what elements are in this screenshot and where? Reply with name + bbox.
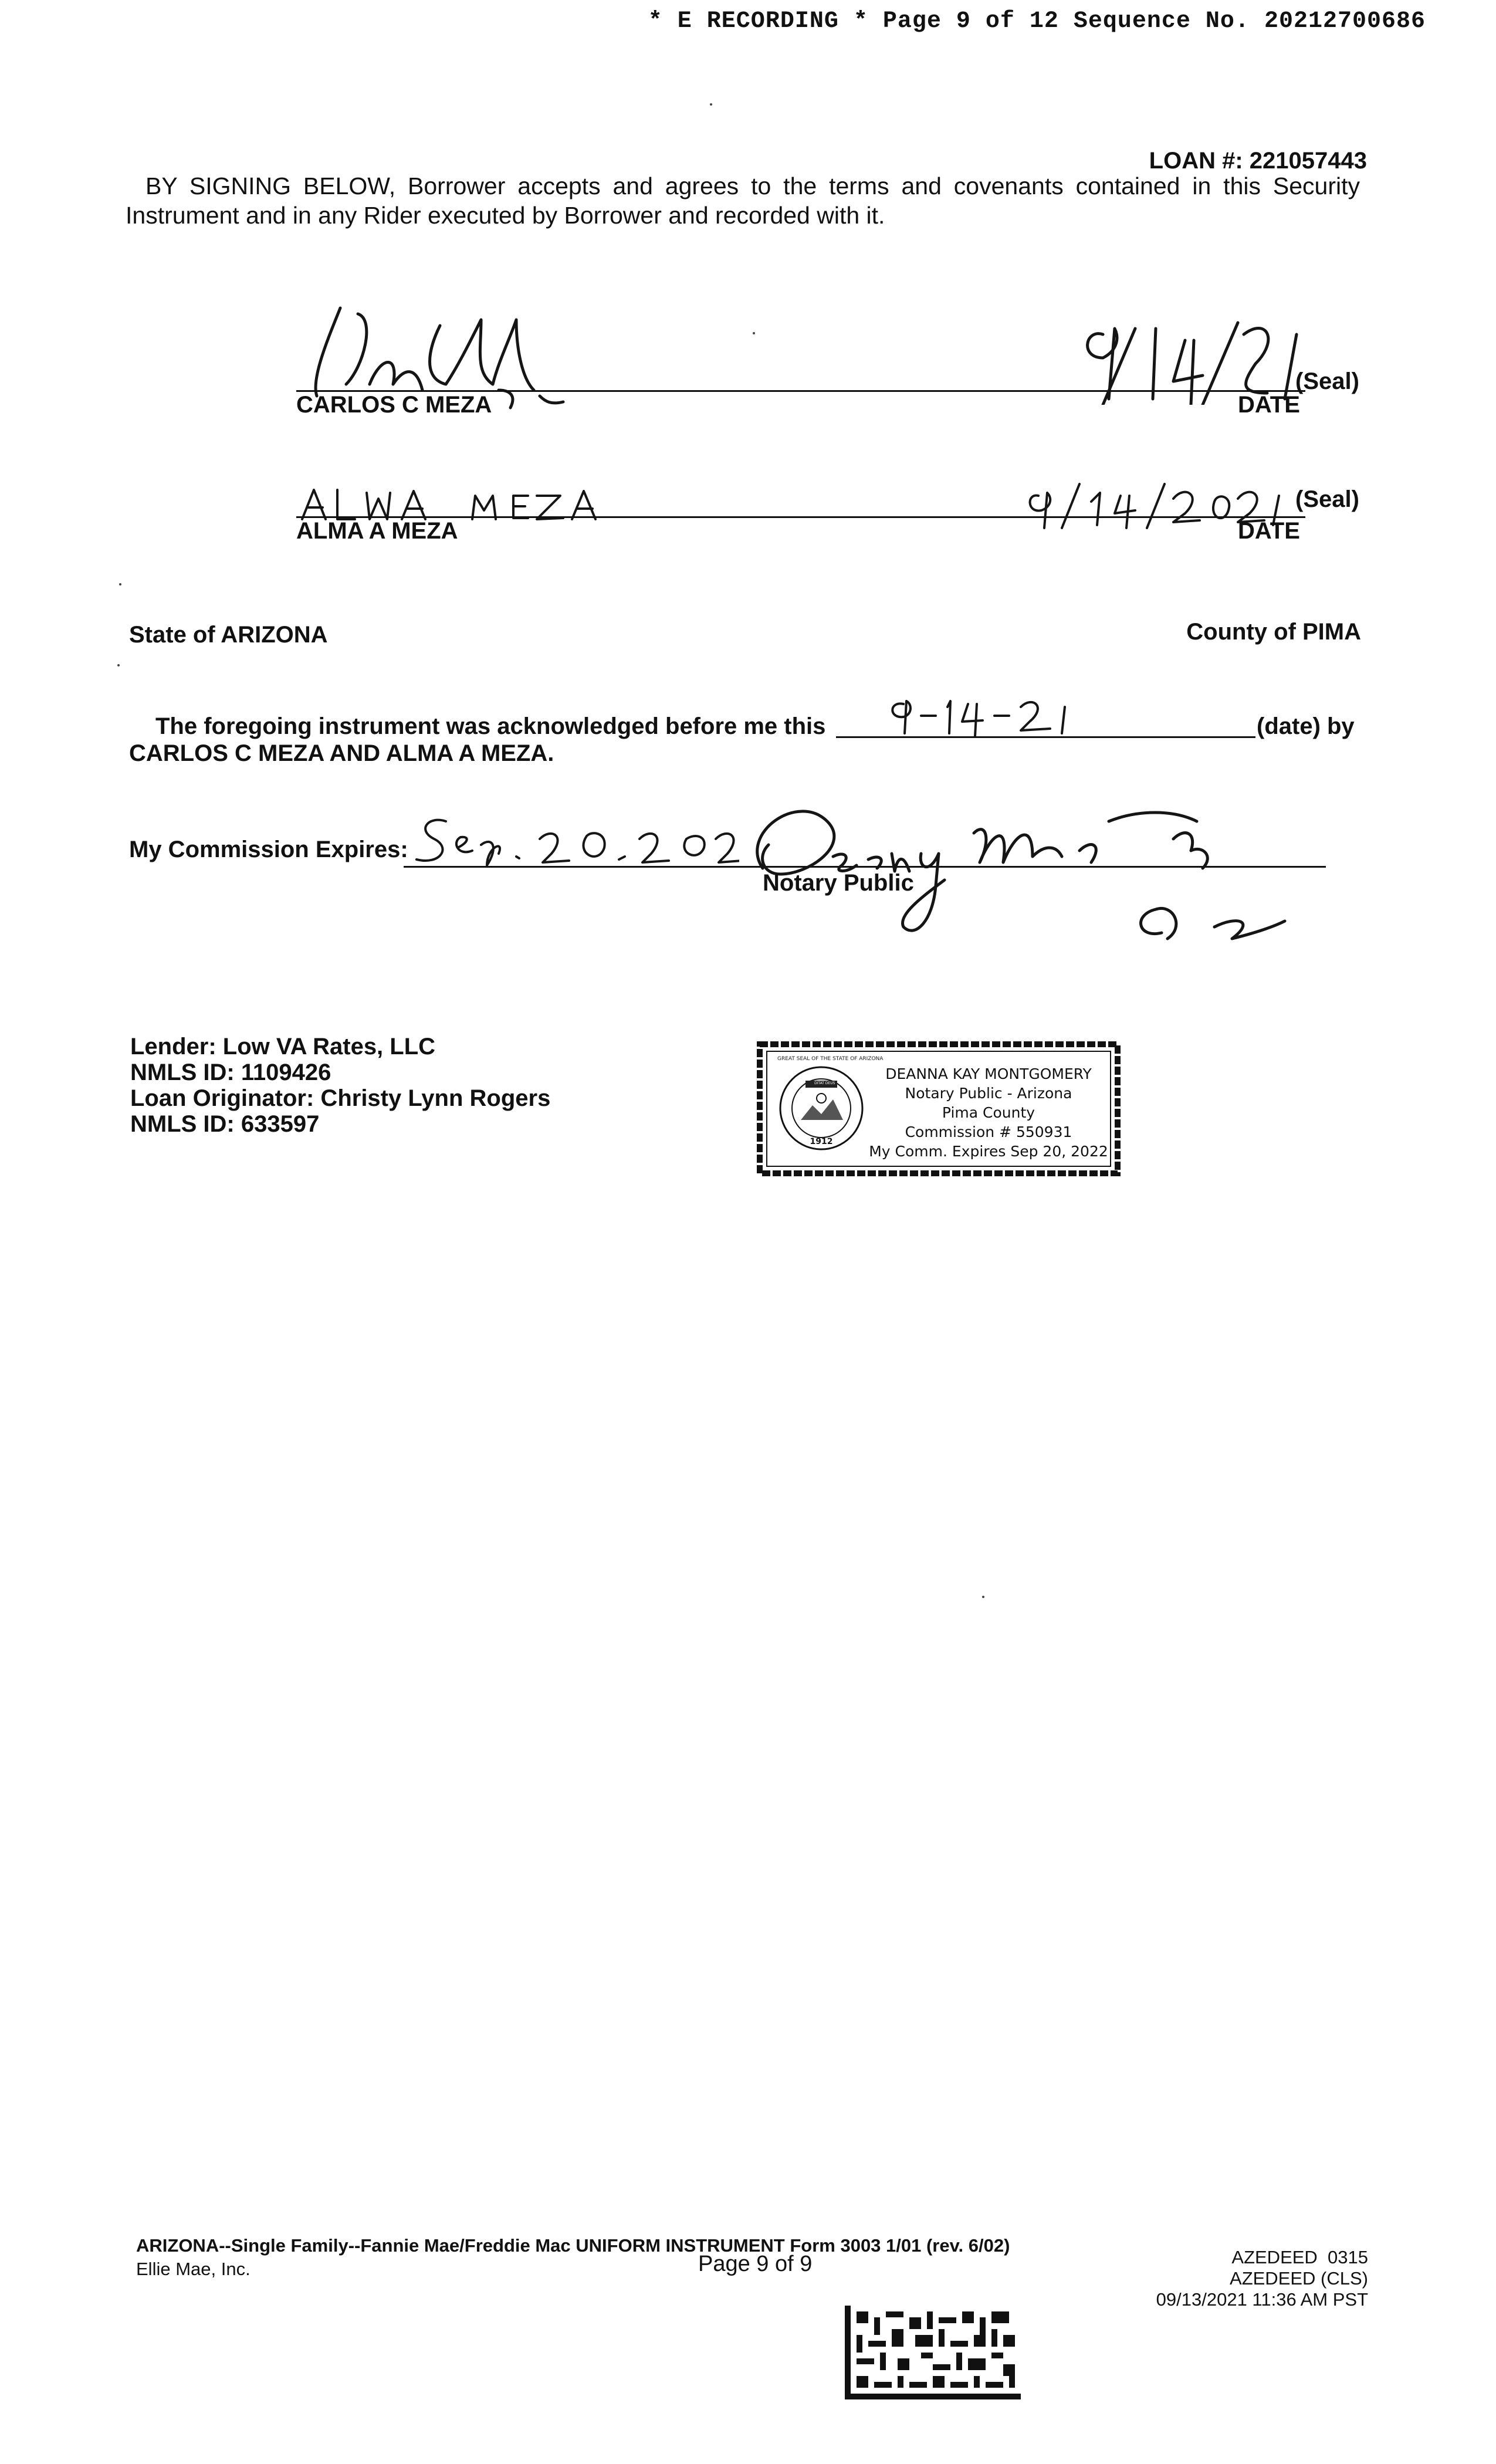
borrower-1-name: CARLOS C MEZA (296, 392, 492, 418)
intro-line-2: Instrument and in any Rider executed by Borrower and recorded with it. (126, 202, 885, 229)
footer-code-1: AZEDEED 0315 (1231, 2247, 1368, 2267)
borrower-1-seal: (Seal) (1295, 368, 1359, 394)
ack-handwritten-date (880, 692, 1079, 739)
lender-nmls: NMLS ID: 1109426 (130, 1060, 331, 1085)
footer-page-number: Page 9 of 9 (698, 2252, 813, 2276)
notary-county: County of PIMA (1186, 619, 1361, 645)
notary-signature (727, 786, 1349, 950)
ack-prefix: The foregoing instrument was acknowledged before me this (155, 713, 826, 739)
intro-line-1: BY SIGNING BELOW, Borrower accepts and agrees to the terms and covenants contained in this Security (145, 172, 1360, 199)
seal-motto: DITAT DEUS (814, 1081, 835, 1085)
scan-speck (753, 332, 755, 334)
scan-speck (119, 583, 121, 585)
footer-vendor: Ellie Mae, Inc. (136, 2259, 251, 2279)
borrower-1-date-label: DATE (1238, 392, 1300, 418)
scan-speck (710, 103, 712, 106)
borrower-2-name: ALMA A MEZA (296, 518, 458, 544)
footer-timestamp: 09/13/2021 11:36 AM PST (1156, 2289, 1368, 2310)
footer-code-2: AZEDEED (CLS) (1230, 2268, 1368, 2289)
scan-speck (982, 1596, 984, 1598)
stamp-county: Pima County (942, 1104, 1035, 1121)
scan-speck (117, 664, 120, 666)
notary-stamp (754, 1038, 1123, 1179)
commission-label: My Commission Expires: (129, 837, 408, 862)
stamp-notary-title: Notary Public - Arizona (905, 1085, 1072, 1102)
originator-nmls: NMLS ID: 633597 (130, 1111, 320, 1137)
borrower-2-seal: (Seal) (1295, 486, 1359, 512)
borrower-1-handwritten-date (1068, 305, 1314, 405)
stamp-notary-name: DEANNA KAY MONTGOMERY (885, 1065, 1092, 1082)
notary-state: State of ARIZONA (129, 622, 328, 648)
commission-handwritten-date (405, 813, 739, 871)
notary-public-label: Notary Public (763, 870, 914, 896)
loan-number: LOAN #: 221057443 (1149, 148, 1367, 174)
barcode-icon (845, 2306, 1021, 2399)
recording-banner: * E RECORDING * Page 9 of 12 Sequence No. 20212700686 (648, 8, 1426, 35)
loan-originator: Loan Originator: Christy Lynn Rogers (130, 1085, 551, 1111)
stamp-expires: My Comm. Expires Sep 20, 2022 (869, 1143, 1108, 1160)
footer-form-line: ARIZONA--Single Family--Fannie Mae/Freddie Mac UNIFORM INSTRUMENT Form 3003 1/01 (rev. 6/02) (136, 2235, 1010, 2256)
borrower-2-date-label: DATE (1238, 518, 1300, 544)
ack-suffix: (date) by (1257, 713, 1355, 739)
seal-year: 1912 (810, 1137, 833, 1146)
lender-name: Lender: Low VA Rates, LLC (130, 1034, 436, 1060)
seal-ring-text: GREAT SEAL OF THE STATE OF ARIZONA (777, 1056, 884, 1062)
ack-names: CARLOS C MEZA AND ALMA A MEZA. (129, 740, 554, 766)
stamp-commission: Commission # 550931 (905, 1123, 1072, 1140)
